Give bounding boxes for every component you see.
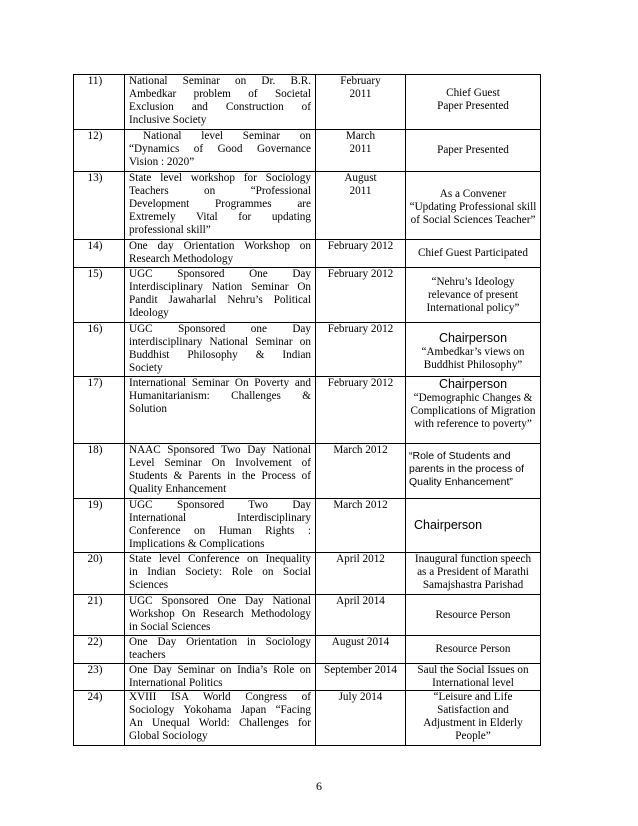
event-title: State level Conference on Inequality in Indian Society: Role on Social Sciences [125,553,316,595]
role-text: “Demographic Changes & Complications of Migration with reference to poverty” [410,392,536,430]
row-number: 16) [74,323,125,377]
event-title: National Seminar on Dr. B.R. Ambedkar problem of Societal Exclusion and Construction of Inclusive Society [125,75,316,130]
event-title: One day Orientation Workshop on Research Methodology [125,240,316,268]
event-date: August 2014 [316,636,406,664]
table-row [74,553,541,595]
page-number: 6 [316,779,322,793]
role-cell [406,130,541,172]
role-text: “Role of Students and parents in the process of Quality Enhancement” [409,450,524,488]
role-cell [406,75,541,130]
event-date [316,130,406,172]
row-number: 24) [74,691,125,746]
event-date: February 2012 [316,323,406,377]
role-text: “Leisure and Life Satisfaction and Adjustment in Elderly People” [423,691,523,742]
role-cell [406,595,541,636]
event-title: UGC Sponsored One Day National Workshop On Research Methodology in Social Sciences [125,595,316,636]
table-row [74,595,541,636]
table-row [74,691,541,746]
role-cell [406,664,541,691]
table-row [74,172,541,240]
row-number: 12) [74,130,125,172]
event-date: September 2014 [316,664,406,691]
role-cell [406,377,541,444]
table-row [74,240,541,268]
event-date: February 2012 [316,377,406,444]
role-heading: Chairperson [414,518,483,532]
event-date: February 2012 [316,240,406,268]
role-cell [406,240,541,268]
role-cell [406,553,541,595]
date-text: February 2011 [340,75,381,100]
event-date: April 2014 [316,595,406,636]
role-cell [406,268,541,323]
role-text: Chief Guest Participated [418,247,528,259]
role-cell [406,172,541,240]
row-number: 11) [74,75,125,130]
activities-table [73,74,541,746]
role-cell [406,444,541,499]
event-title: One Day Orientation in Sociology teachers [125,636,316,664]
table-row [74,499,541,553]
row-number: 22) [74,636,125,664]
row-number: 19) [74,499,125,553]
row-number: 15) [74,268,125,323]
event-date: March 2012 [316,444,406,499]
table-row [74,268,541,323]
table-row [74,377,541,444]
role-text: Resource Person [435,608,511,621]
row-number: 20) [74,553,125,595]
row-number: 21) [74,595,125,636]
row-number: 14) [74,240,125,268]
table-row [74,664,541,691]
event-title: UGC Sponsored Two Day International Interdisciplinary Conference on Human Rights : Implications & Complications [125,499,316,553]
event-date [316,172,406,240]
role-cell [406,499,541,553]
event-date: April 2012 [316,553,406,595]
role-heading: Chairperson [438,377,508,391]
event-title: National level Seminar on “Dynamics of Good Governance Vision : 2020” [125,130,316,172]
role-text: “Ambedkar’s views on Buddhist Philosophy” [421,345,525,371]
role-text: Saul the Social Issues on International level [417,664,529,689]
role-text: Paper Presented [437,144,509,156]
date-text: August 2011 [344,172,377,197]
table-row [74,444,541,499]
role-cell [406,691,541,746]
row-number: 23) [74,664,125,691]
event-date: February 2012 [316,268,406,323]
role-text: Inaugural function speech as a President of Marathi Samajshastra Parishad [414,553,532,591]
role-text: As a Convener “Updating Professional skill of Social Sciences Teacher” [409,188,537,226]
event-date [316,75,406,130]
role-text: Resource Person [435,643,511,655]
table-row [74,130,541,172]
date-text: March 2011 [345,130,376,155]
event-title: One Day Seminar on India’s Role on International Politics [125,664,316,691]
event-title: UGC Sponsored one Day interdisciplinary National Seminar on Buddhist Philosophy & Indian Society [125,323,316,377]
event-title: UGC Sponsored One Day Interdisciplinary Nation Seminar On Pandit Jawaharlal Nehru’s Political Ideology [125,268,316,323]
role-text: “Nehru’s Ideology relevance of present International policy” [426,275,520,314]
role-cell [406,323,541,377]
event-title: State level workshop for Sociology Teachers on “Professional Development Programmes are Extremely Vital for updating professional skill” [125,172,316,240]
event-title: XVIII ISA World Congress of Sociology Yokohama Japan “Facing An Unequal World: Challenges for Global Sociology [125,691,316,746]
event-title: International Seminar On Poverty and Humanitarianism: Challenges & Solution [125,377,316,444]
row-number: 13) [74,172,125,240]
row-number: 18) [74,444,125,499]
role-cell [406,636,541,664]
event-title: NAAC Sponsored Two Day National Level Seminar On Involvement of Students & Parents in the Process of Quality Enhancement [125,444,316,499]
table-row [74,323,541,377]
row-number: 17) [74,377,125,444]
table-row [74,75,541,130]
event-date: March 2012 [316,499,406,553]
role-text: Chief Guest Paper Presented [437,87,509,112]
role-heading: Chairperson [438,330,508,345]
table-row [74,636,541,664]
event-date: July 2014 [316,691,406,746]
